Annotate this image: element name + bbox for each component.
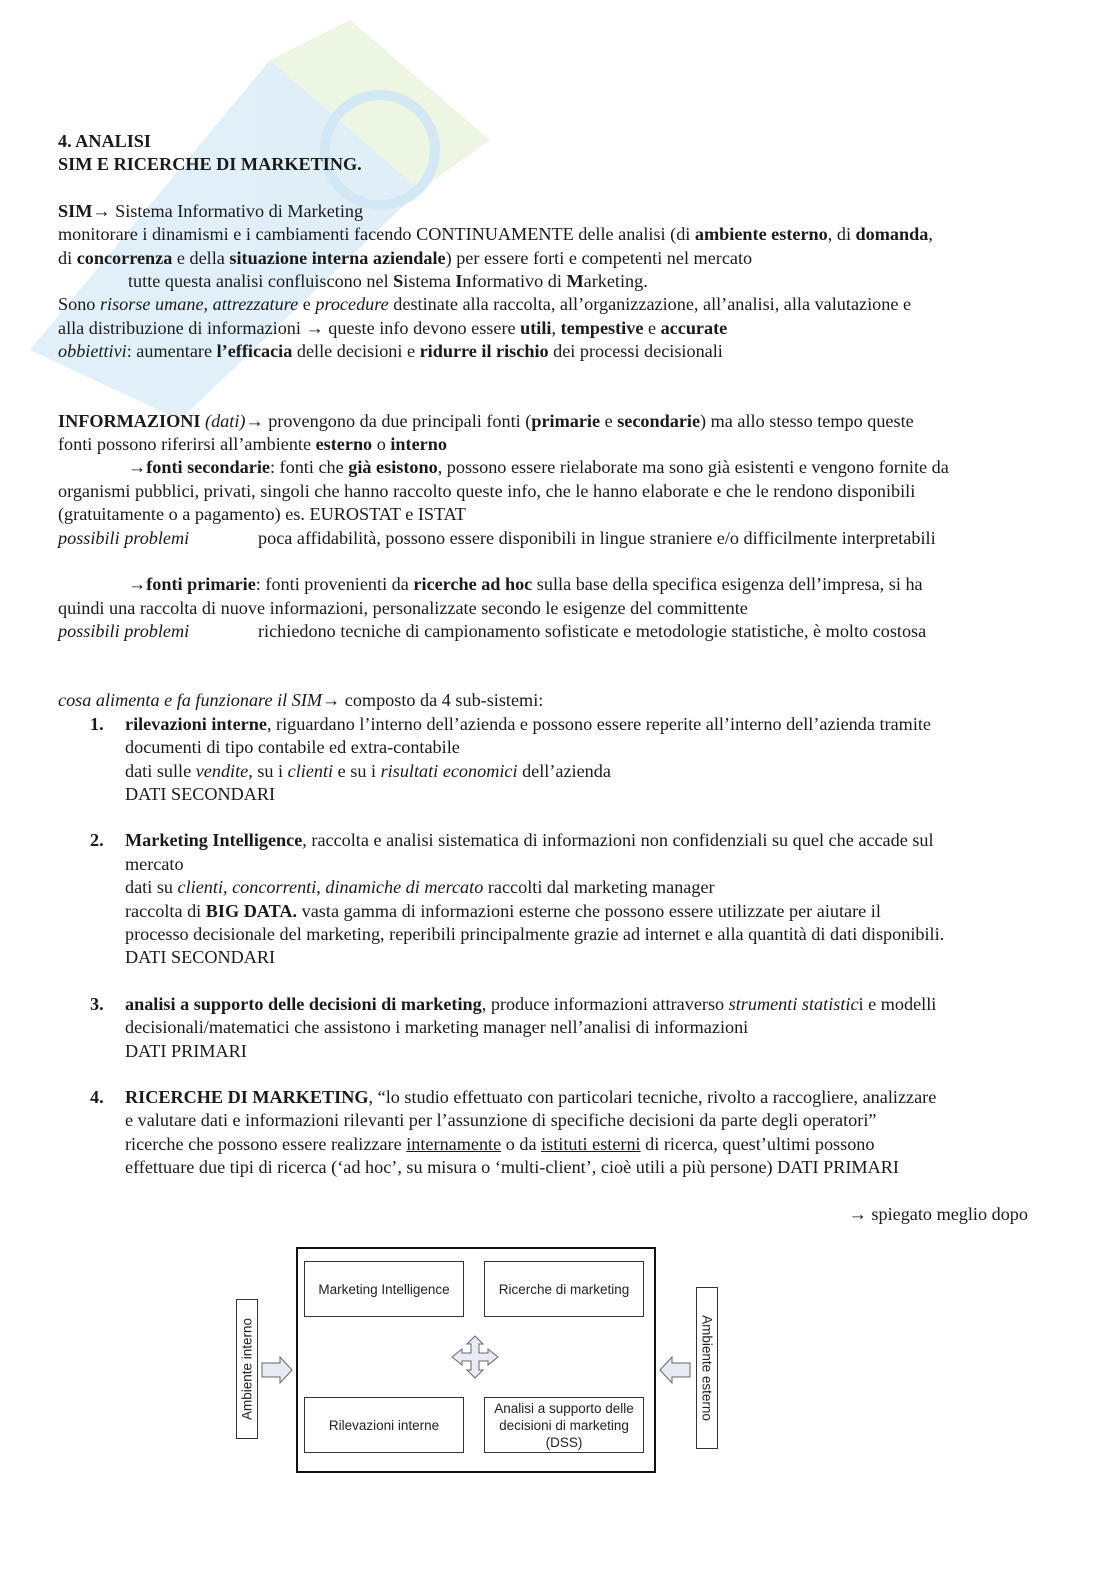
info-line-1: INFORMAZIONI (dati)→ provengono da due principali fonti (primarie e secondarie) ma allo stesso tempo queste bbox=[58, 410, 914, 431]
box-marketing-intelligence: Marketing Intelligence bbox=[304, 1261, 464, 1317]
sim-line-2: monitorare i dinamismi e i cambiamenti facendo CONTINUAMENTE delle analisi (di ambiente esterno, di domanda, bbox=[58, 224, 933, 245]
document-body bbox=[58, 130, 1058, 1226]
secondary-sources: →fonti secondarie: fonti che già esistono, possono essere rielaborate ma sono già esistenti e vengono fornite da bbox=[128, 457, 949, 478]
arrow-right-icon bbox=[260, 1355, 294, 1385]
internal-environment-label: Ambiente interno bbox=[236, 1299, 258, 1439]
list-item: 2. Marketing Intelligence, raccolta e analisi sistematica di informazioni non confidenziali su quel che accade sul mercato dati su clienti, concorrenti, dinamiche di mercato raccolti dal marketing manager raccolta di BIG DATA. vasta gamma di informazioni esterne che possono essere utilizzate per aiutare il processo decisionale del marketing, reperibili principalmente grazie ad internet e alla quantità di dati disponibili. DATI SECONDARI bbox=[90, 830, 945, 968]
secondary-sources-cont-2: (gratuitamente o a pagamento) es. EUROSTAT e ISTAT bbox=[58, 504, 466, 525]
sim-objectives: obbiettivi: aumentare l’efficacia delle decisioni e ridurre il rischio dei processi decisionali bbox=[58, 341, 723, 362]
subsystems-list bbox=[58, 713, 1058, 1180]
list-item: 3. analisi a supporto delle decisioni di marketing, produce informazioni attraverso strumenti statistici e modelli decisionali/matematici che assistono i marketing manager nell’analisi di informazioni DATI PRIMARI bbox=[90, 993, 937, 1061]
box-internal-records: Rilevazioni interne bbox=[304, 1397, 464, 1453]
external-environment-label: Ambiente esterno bbox=[696, 1287, 718, 1449]
four-way-arrow-icon bbox=[450, 1335, 500, 1379]
sim-outer-frame bbox=[296, 1247, 656, 1473]
list-item: 4. RICERCHE DI MARKETING, “lo studio effettuato con particolari tecniche, rivolto a raccogliere, analizzare e valutare dati e informazioni rilevanti per l’assunzione di specifiche decisioni da parte degli operatori” ricerche che possono essere realizzare internamente o da istituti esterni di ricerca, quest’ultimi possono effettuare due tipi di ricerca (‘ad hoc’, su misura o ‘multi-client’, cioè utili a più persone) DATI PRIMARI bbox=[90, 1087, 937, 1178]
explained-later-note: → spiegato meglio dopo bbox=[848, 1203, 1028, 1224]
sim-diagram bbox=[230, 1243, 730, 1483]
sim-line-5: Sono risorse umane, attrezzature e procedure destinate alla raccolta, all’organizzazione, all’analisi, alla valutazione e bbox=[58, 294, 912, 315]
arrow-left-icon bbox=[658, 1355, 692, 1385]
sim-line-6: alla distribuzione di informazioni → queste info devono essere utili, tempestive e accurate bbox=[58, 317, 728, 338]
primary-sources: →fonti primarie: fonti provenienti da ricerche ad hoc sulla base della specifica esigenza dell’impresa, si ha bbox=[128, 574, 923, 595]
secondary-problems: possibili problemi poca affidabilità, possono essere disponibili in lingue straniere e/o difficilmente interpretabili bbox=[58, 527, 936, 548]
list-item: 1. rilevazioni interne, riguardano l’interno dell’azienda e possono essere reperite all’interno dell’azienda tramite documenti di tipo contabile ed extra-contabile dati sulle vendite, su i clienti e su i risultati economici dell’azienda DATI SECONDARI bbox=[90, 713, 931, 804]
page-title: SIM E RICERCHE DI MARKETING. bbox=[58, 154, 362, 175]
primary-sources-cont: quindi una raccolta di nuove informazioni, personalizzate secondo le esigenze del committente bbox=[58, 597, 748, 618]
primary-problems: possibili problemi richiedono tecniche di campionamento sofisticate e metodologie statistiche, è molto costosa bbox=[58, 620, 927, 641]
info-line-2: fonti possono riferirsi all’ambiente esterno o interno bbox=[58, 434, 447, 455]
sim-definition: SIM→ Sistema Informativo di Marketing bbox=[58, 200, 364, 221]
heading-number: 4. ANALISI bbox=[58, 131, 151, 151]
sim-line-3: di concorrenza e della situazione interna aziendale) per essere forti e competenti nel mercato bbox=[58, 247, 753, 268]
sim-line-4: tutte questa analisi confluiscono nel Sistema Informativo di Marketing. bbox=[128, 271, 648, 292]
subsystems-intro: cosa alimenta e fa funzionare il SIM→ composto da 4 sub-sistemi: bbox=[58, 690, 544, 711]
box-marketing-research: Ricerche di marketing bbox=[484, 1261, 644, 1317]
box-dss: Analisi a supporto delle decisioni di marketing (DSS) bbox=[484, 1397, 644, 1453]
secondary-sources-cont: organismi pubblici, privati, singoli che hanno raccolto queste info, che le hanno elaborate e che le rendono disponibili bbox=[58, 480, 916, 501]
